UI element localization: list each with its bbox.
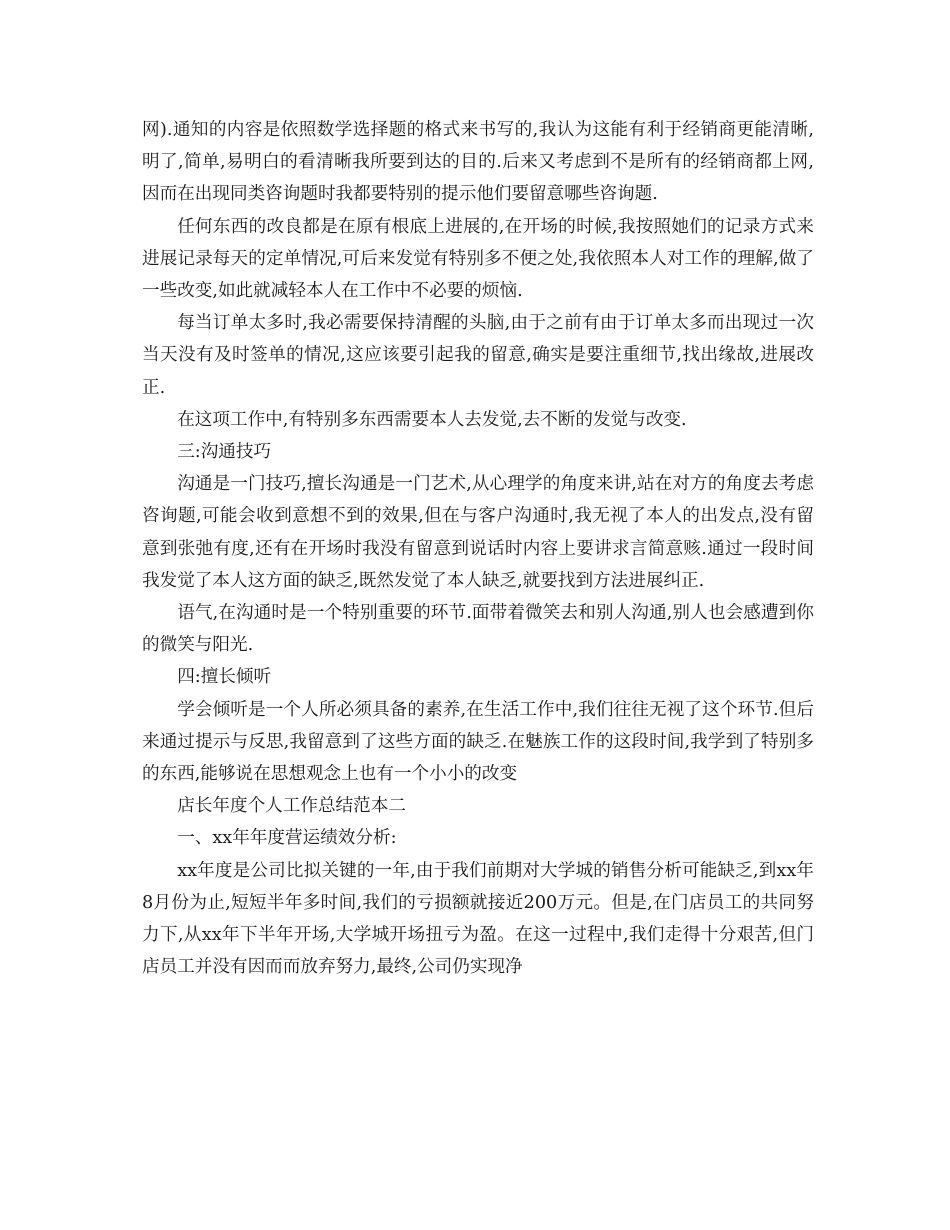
paragraph-2: 任何东西的改良都是在原有根底上进展的,在开场的时候,我按照她们的记录方式来进展记录每天的定单情况,可后来发觉有特别多不便之处,我依照本人对工作的理解,做了一些改变,如此就减轻本人在工作中不必要的烦恼. <box>142 216 814 302</box>
section-heading-communication: 三:沟通技巧 <box>177 442 272 463</box>
paragraph-4: 在这项工作中,有特别多东西需要本人去发觉,去不断的发觉与改变. <box>177 409 687 430</box>
paragraph-3: 每当订单太多时,我必需要保持清醒的头脑,由于之前有由于订单太多而出现过一次当天没有及时签单的情况,这应该要引起我的留意,确实是要注重细节,找出缘故,进展改正. <box>142 313 814 398</box>
paragraph-9: 学会倾听是一个人所必须具备的素养,在生活工作中,我们往往无视了这个环节.但后来通过提示与反思,我留意到了这些方面的缺乏.在魅族工作的这段时间,我学到了特别多的东西,能够说在思想观念上也有一个小小的改变 <box>142 699 814 785</box>
paragraph-6: 沟通是一门技巧,擅长沟通是一门艺术,从心理学的角度来讲,站在对方的角度去考虑咨询题,可能会收到意想不到的效果,但在与客户沟通时,我无视了本人的出发点,没有留意到张弛有度,还有在开场时我没有留意到说话时内容上要讲求言简意赅.通过一段时间我发觉了本人这方面的缺乏,既然发觉了本人缺乏,就要找到方法进展纠正. <box>142 474 814 591</box>
section-heading-performance: 一、xx年年度营运绩效分析: <box>177 828 397 849</box>
document-body <box>142 114 814 983</box>
paragraph-1: 网).通知的内容是依照数学选择题的格式来书写的,我认为这能有利于经销商更能清晰,明了,简单,易明白的看清晰我所要到达的目的.后来又考虑到不是所有的经销商都上网,因而在出现同类咨询题时我都要特别的提示他们要留意哪些咨询题. <box>142 120 814 205</box>
document-subtitle: 店长年度个人工作总结范本二 <box>177 796 406 817</box>
section-heading-listening: 四:擅长倾听 <box>177 667 272 688</box>
paragraph-7: 语气,在沟通时是一个特别重要的环节.面带着微笑去和别人沟通,别人也会感遭到你的微笑与阳光. <box>142 603 814 656</box>
paragraph-12: xx年度是公司比拟关键的一年,由于我们前期对大学城的销售分析可能缺乏,到xx年8月份为止,短短半年多时间,我们的亏损额就接近200万元。但是,在门店员工的共同努力下,从xx年下半年开场,大学城开场扭亏为盈。在这一过程中,我们走得十分艰苦,但门店员工并没有因而而放弃努力,最终,公司仍实现净 <box>142 860 814 978</box>
